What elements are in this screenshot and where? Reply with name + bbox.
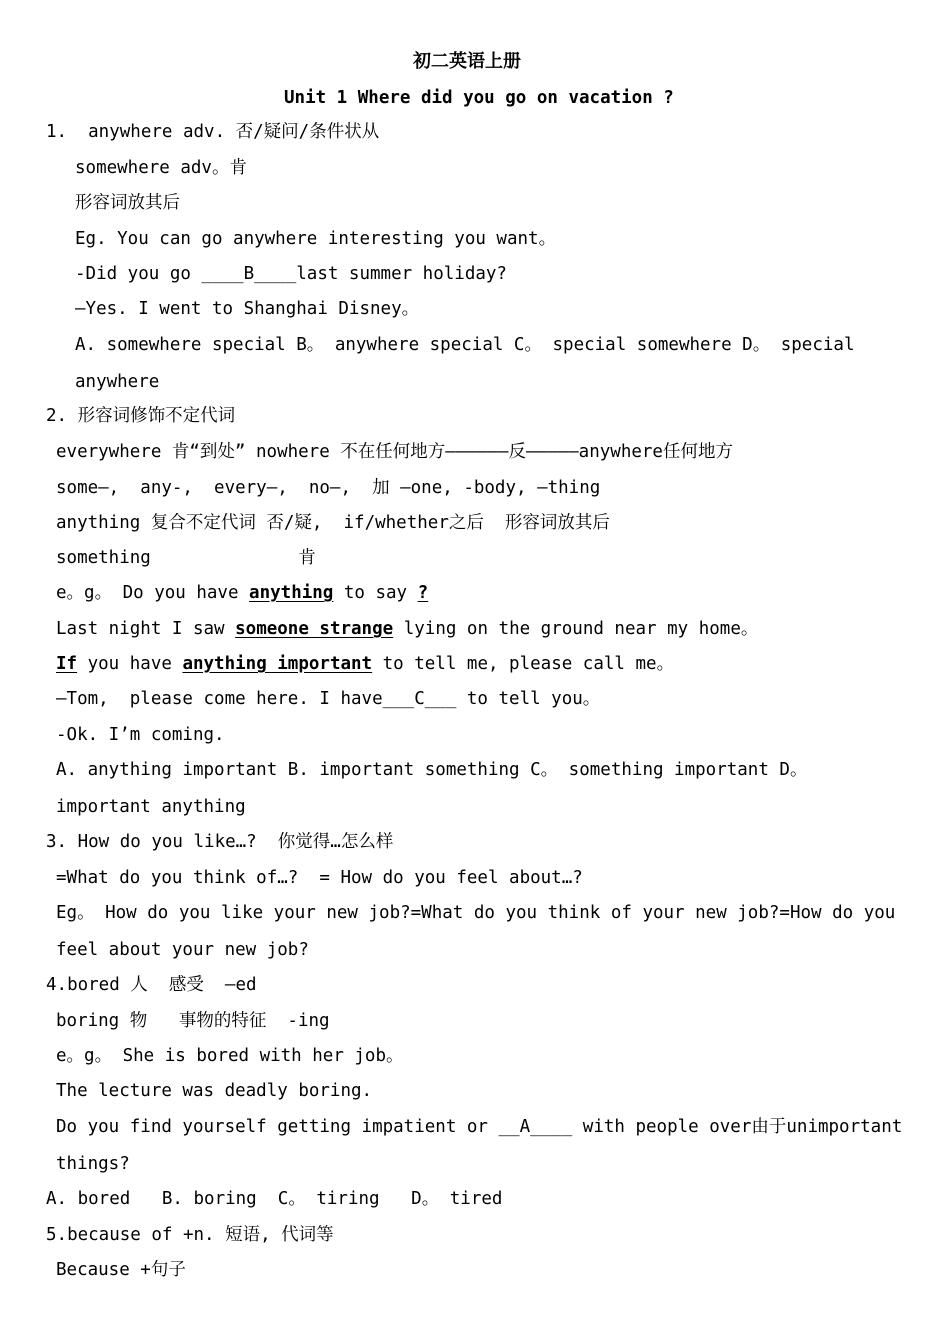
section-3-example: Eg。 How do you like your new job?=What do you think of your new job?=How do you	[56, 903, 896, 923]
example-text: e。g。 Do you have	[56, 583, 250, 603]
section-2-question: —Tom, please come here. I have___C___ to tell you。	[56, 689, 601, 709]
section-3-line: =What do you think of…? = How do you feel about…?	[56, 868, 583, 888]
section-2-line: anything 复合不定代词 否/疑, if/whether之后 形容词放其后	[56, 513, 610, 533]
section-5-heading: 5.because of +n. 短语, 代词等	[46, 1225, 334, 1245]
example-text: to say	[333, 583, 418, 603]
emphasis-text: If	[56, 654, 78, 674]
section-2-options: A. anything important B. important something C。 something important D。	[56, 760, 808, 780]
section-2-example	[56, 582, 428, 604]
section-4-line: boring 物 事物的特征 -ing	[56, 1011, 330, 1031]
section-3-example-cont: feel about your new job?	[56, 940, 309, 960]
section-4-example: The lecture was deadly boring.	[56, 1081, 373, 1101]
section-2-line: something 肯	[56, 548, 316, 568]
section-1-options: A. somewhere special B。 anywhere special C。 special somewhere D。 special	[75, 335, 855, 355]
page-title: 初二英语上册	[413, 51, 521, 72]
section-2-options-cont: important anything	[56, 797, 246, 817]
unit-heading: Unit 1 Where did you go on vacation ?	[284, 88, 674, 108]
section-4-heading: 4.bored 人 感受 —ed	[46, 975, 257, 995]
section-2-example	[56, 618, 758, 640]
section-2-answer: -Ok. I’m coming.	[56, 725, 225, 745]
section-1-heading: 1. anywhere adv. 否/疑问/条件状从	[46, 122, 380, 142]
section-1-question: -Did you go ____B____last summer holiday?	[75, 264, 507, 284]
section-2-line: everywhere 肯“到处” nowhere 不在任何地方——————反—————anywhere任何地方	[56, 442, 733, 462]
section-1-answer: —Yes. I went to Shanghai Disney。	[75, 299, 420, 319]
example-text: lying on the ground near my home。	[393, 619, 759, 639]
example-text: Last night I saw	[56, 619, 236, 639]
section-2-heading: 2. 形容词修饰不定代词	[46, 406, 236, 426]
section-4-options: A. bored B. boring C。 tiring D。 tired	[46, 1189, 503, 1209]
section-4-question: Do you find yourself getting impatient or __A____ with people over由于unimportant	[56, 1117, 903, 1137]
section-4-question-cont: things?	[56, 1154, 130, 1174]
section-1-line: somewhere adv。肯	[75, 158, 247, 178]
emphasis-text: ?	[417, 583, 429, 603]
section-1-line: 形容词放其后	[75, 193, 180, 213]
section-3-heading: 3. How do you like…? 你觉得…怎么样	[46, 832, 394, 852]
section-1-example: Eg. You can go anywhere interesting you want。	[75, 229, 557, 249]
example-text: you have	[77, 654, 183, 674]
section-2-example	[56, 653, 674, 675]
section-1-options-cont: anywhere	[75, 372, 160, 392]
section-5-line: Because +句子	[56, 1260, 186, 1280]
emphasis-text: anything	[249, 583, 334, 603]
emphasis-text: anything important	[182, 654, 373, 674]
section-2-line: some—, any-, every—, no—, 加 –one, -body, —thing	[56, 478, 601, 498]
emphasis-text: someone strange	[235, 619, 394, 639]
section-4-example: e。g。 She is bored with her job。	[56, 1046, 404, 1066]
example-text: to tell me, please call me。	[372, 654, 675, 674]
